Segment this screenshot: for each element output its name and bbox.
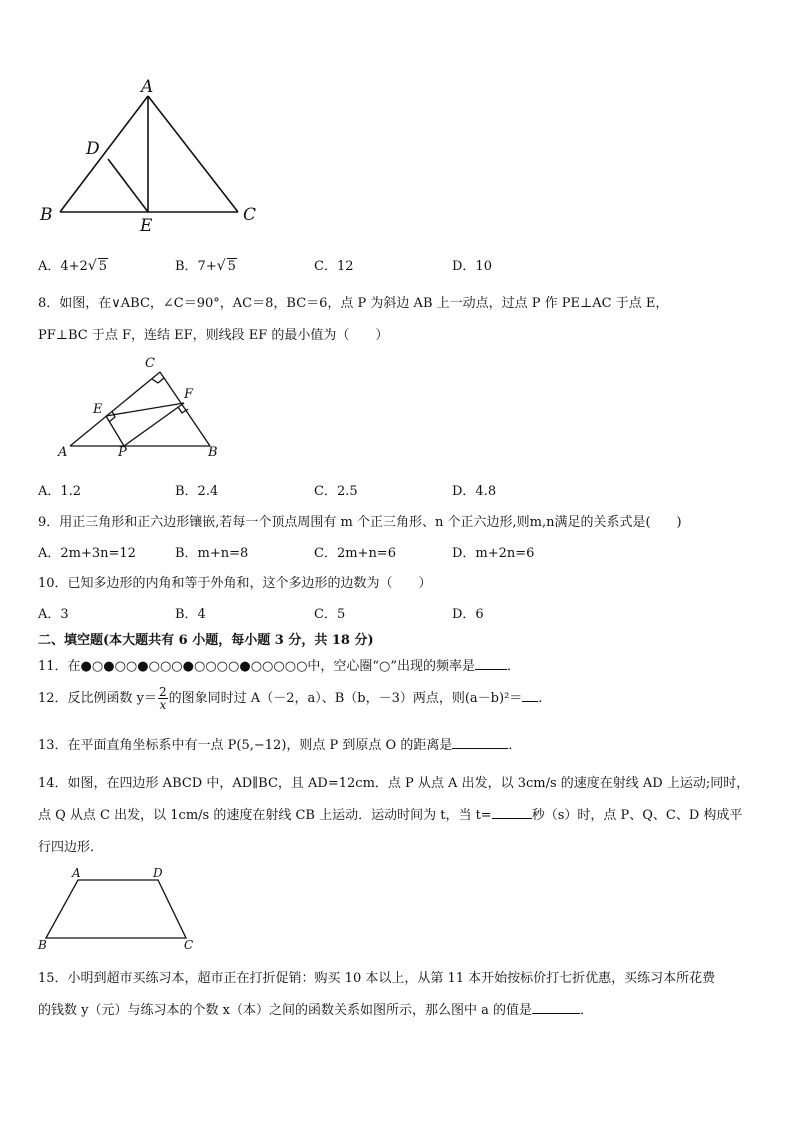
q13-end: ． xyxy=(508,738,522,753)
fig8-label-a: A xyxy=(58,445,68,460)
q8-option-b[interactable]: B．2.4 xyxy=(175,484,219,499)
q14-line2b: 秒（s）时，点 P、Q、C、D 构成平 xyxy=(531,808,743,823)
fig14-label-a: A xyxy=(72,866,81,880)
q14-answer-blank[interactable] xyxy=(492,806,532,819)
fig7-label-a: A xyxy=(141,77,154,97)
trapezoid-figure-q14 xyxy=(40,872,195,944)
fig8-label-f: F xyxy=(184,387,194,402)
q15-line1: 15．小明到超市买练习本，超市正在打折促销：购买 10 本以上，从第 11 本开始按标价打七折优惠，买练习本所花费 xyxy=(38,971,716,986)
q9-options xyxy=(38,542,658,560)
q10-options xyxy=(38,603,658,621)
q10-option-d[interactable]: D．6 xyxy=(452,607,484,622)
q15-line2 xyxy=(38,999,593,1018)
fig7-label-d: D xyxy=(86,139,100,159)
fig14-label-c: C xyxy=(184,938,194,952)
q9-option-d[interactable]: D．m+2n=6 xyxy=(452,546,535,561)
q12-fraction: $\frac{2}{x}$ xyxy=(159,685,167,712)
q8-option-d[interactable]: D．4.8 xyxy=(452,484,497,499)
q9-option-b[interactable]: B．m+n=8 xyxy=(175,546,249,561)
q14-line2 xyxy=(38,804,742,823)
q10-option-c[interactable]: C．5 xyxy=(314,607,346,622)
fig8-label-e: E xyxy=(93,402,103,417)
q15-answer-blank[interactable] xyxy=(532,1001,580,1014)
fig7-label-c: C xyxy=(243,205,257,225)
q9-option-a[interactable]: A．2m+3n=12 xyxy=(38,546,136,561)
q7-options xyxy=(38,255,658,273)
fig7-label-e: E xyxy=(140,216,153,236)
section-title-fill-in: 二、填空题(本大题共有 6 小题，每小题 3 分，共 18 分) xyxy=(38,633,374,648)
fig8-label-c: C xyxy=(145,356,155,371)
q12-end: . xyxy=(538,691,543,706)
q12-line xyxy=(38,686,542,711)
q7-option-b[interactable]: B．7+√ 5 xyxy=(175,258,236,274)
q8-option-a[interactable]: A．1.2 xyxy=(38,484,82,499)
triangle-figure-q8 xyxy=(55,355,230,460)
q10-option-a[interactable]: A．3 xyxy=(38,607,69,622)
q8-options xyxy=(38,480,658,498)
q11-line xyxy=(38,655,520,674)
triangle-figure-q7 xyxy=(30,76,270,238)
fig8-label-p: P xyxy=(118,445,127,460)
q15-line2-text: 的钱数 y（元）与练习本的个数 x（本）之间的函数关系如图所示，那么图中 a 的值是 xyxy=(38,1003,532,1018)
q7-option-d[interactable]: D．10 xyxy=(452,259,492,274)
fig14-label-d: D xyxy=(153,866,163,880)
q13-text: 13．在平面直角坐标系中有一点 P(5,−12)，则点 P 到原点 O 的距离是 xyxy=(38,738,453,753)
q9-option-c[interactable]: C．2m+n=6 xyxy=(314,546,396,561)
q14-line1: 14．如图，在四边形 ABCD 中，AD∥BC，且 AD=12cm．点 P 从点 A 出发，以 3cm/s 的速度在射线 AD 上运动;同时， xyxy=(38,776,750,791)
q11-answer-blank[interactable] xyxy=(475,657,507,670)
q14-line2a: 点 Q 从点 C 出发，以 1cm/s 的速度在射线 CB 上运动．运动时间为 t，当 t= xyxy=(38,808,492,823)
fig8-label-b: B xyxy=(208,445,218,460)
q10-text: 10．已知多边形的内角和等于外角和，这个多边形的边数为（ ） xyxy=(38,576,432,591)
q15-end: ． xyxy=(579,1003,593,1018)
q11-text: 11．在●○●○○●○○○●○○○○●○○○○○中，空心圈“○”出现的频率是 xyxy=(38,659,476,674)
q9-text: 9．用正三角形和正六边形镶嵌,若每一个顶点周围有 m 个正三角形、n 个正六边形,则m,n满足的关系式是( ) xyxy=(38,515,682,530)
q13-line xyxy=(38,734,521,753)
q10-option-b[interactable]: B．4 xyxy=(175,607,206,622)
q8-option-c[interactable]: C．2.5 xyxy=(314,484,358,499)
q8-line1: 8．如图，在∨ABC，∠C＝90°，AC＝8，BC＝6，点 P 为斜边 AB 上一动点，过点 P 作 PE⊥AC 于点 E， xyxy=(38,296,669,311)
q8-line2: PF⊥BC 于点 F，连结 EF，则线段 EF 的最小值为（ ） xyxy=(38,328,389,343)
fig14-label-b: B xyxy=(38,938,47,952)
q7-option-c[interactable]: C．12 xyxy=(314,259,354,274)
q11-end: ． xyxy=(507,659,521,674)
q12-pre: 12．反比例函数 y＝ xyxy=(38,691,158,706)
fig7-label-b: B xyxy=(40,205,53,225)
q13-answer-blank[interactable] xyxy=(452,736,508,749)
q12-answer-blank[interactable] xyxy=(522,689,538,702)
q12-post: 的图象同时过 A（－2，a）、B（b，－3）两点，则(a－b)²＝ xyxy=(168,691,523,706)
q14-line3: 行四边形． xyxy=(38,840,104,855)
q7-option-a[interactable]: A．4+2√ 5 xyxy=(38,258,108,274)
